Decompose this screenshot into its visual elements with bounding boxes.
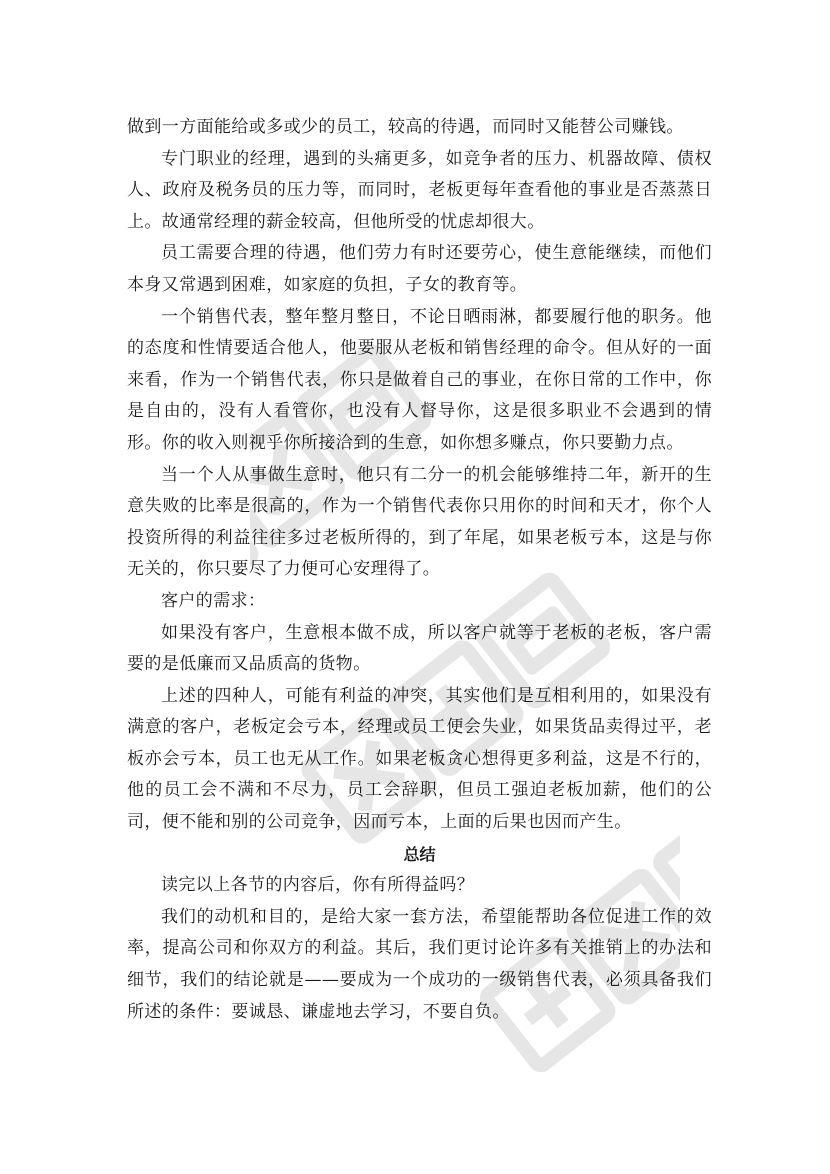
paragraph: 员工需要合理的待遇，他们劳力有时还要劳心，使生意能继续，而他们本身又常遇到困难，如家庭的负担，子女的教育等。 (127, 243, 712, 295)
document-page (127, 112, 712, 1028)
paragraph: 如果没有客户，生意根本做不成，所以客户就等于老板的老板，客户需要的是低廉而又品质高的货物。 (127, 622, 712, 675)
paragraph: 读完以上各节的内容后，你有所得益吗？ (161, 875, 475, 896)
paragraph: 做到一方面能给或多或少的员工，较高的待遇，而同时又能替公司赚钱。 (127, 117, 684, 137)
paragraph: 专门职业的经理，遇到的头痛更多，如竞争者的压力、机器故障、债权人、政府及税务员的压力等，而同时，老板更每年查看他的事业是否蒸蒸日上。故通常经理的薪金较高，但他所受的忧虑却很大。 (127, 148, 712, 232)
paragraph: 上述的四种人，可能有利益的冲突，其实他们是互相利用的，如果没有满意的客户，老板定会亏本，经理或员工便会失业，如果货品卖得过平，老板亦会亏本，员工也无从工作。如果老板贪心想得更多利益，这是不行的，他的员工会不满和不尽力，员工会辞职，但员工强迫老板加薪，他们的公司，便不能和别的公司竞争，因而亏本，上面的后果也因而产生。 (127, 685, 712, 833)
paragraph: 我们的动机和目的，是给大家一套方法，希望能帮助各位促进工作的效率，提高公司和你双方的利益。其后，我们更讨论许多有关推销上的办法和细节，我们的结论就是——要成为一个成功的一级销售代表，必须具备我们所述的条件：要诚恳、谦虚地去学习，不要自负。 (127, 906, 712, 1022)
paragraph: 当一个人从事做生意时，他只有二分一的机会能够维持二年，新开的生意失败的比率是很高的，作为一个销售代表你只用你的时间和天才，你个人投资所得的利益往往多过老板所得的，到了年尾，如果老板亏本，这是与你无关的，你只要尽了力便可心安理得了。 (127, 464, 712, 580)
section-heading: 总结 (403, 844, 436, 864)
paragraph: 一个销售代表，整年整月整日，不论日晒雨淋，都要履行他的职务。他的态度和性情要适合他人，他要服从老板和销售经理的命令。但从好的一面来看，作为一个销售代表，你只是做着自己的事业，在你日常的工作中，你是自由的，没有人看管你，也没有人督导你，这是很多职业不会遇到的情形。你的收入则视乎你所接洽到的生意，如你想多赚点，你只要勤力点。 (127, 306, 712, 453)
subheading-customer-needs: 客户的需求： (161, 590, 266, 611)
